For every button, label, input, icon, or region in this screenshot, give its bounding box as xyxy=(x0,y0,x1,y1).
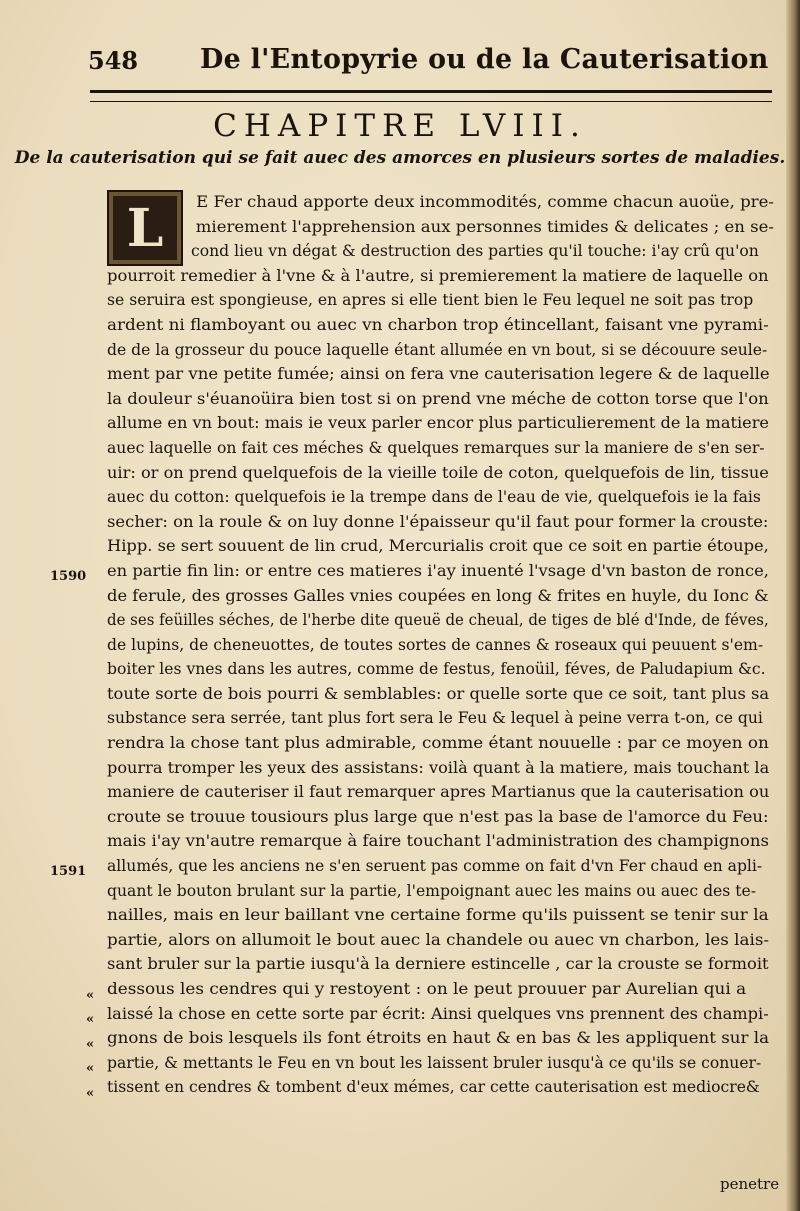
text-line: mais i'ay vn'autre remarque à faire touchant l'administration des champignons xyxy=(107,832,769,851)
text-line: uir: or on prend quelquefois de la vieille toile de coton, quelquefois de lin, tissue xyxy=(107,463,769,482)
text-line: cond lieu vn dégat & destruction des parties qu'il touche: i'ay crû qu'on xyxy=(191,242,759,261)
text-line: ardent ni flamboyant ou auec vn charbon trop étincellant, faisant vne pyrami- xyxy=(107,315,769,334)
text-line: partie, alors on allumoit le bout auec la chandele ou auec vn charbon, les lais- xyxy=(107,930,770,949)
drop-cap-initial xyxy=(107,190,183,266)
body-text xyxy=(107,190,774,1100)
text-line: laissé la chose en cette sorte par écrit: Ainsi quelques vns prennent des champi- xyxy=(107,1004,769,1023)
text-line: en partie fin lin: or entre ces matieres i'ay inuenté l'vsage d'vn baston de ronce, xyxy=(107,561,769,580)
text-line: quant le bouton brulant sur la partie, l'empoignant auec les mains ou auec des te- xyxy=(107,881,757,900)
text-line: mierement l'apprehension aux personnes timides & delicates ; en se- xyxy=(195,217,774,236)
text-line: croute se trouue tousiours plus large que n'est pas la base de l'amorce du Feu: xyxy=(107,807,769,826)
text-line: allume en vn bout: mais ie veux parler encor plus particulierement de la matiere xyxy=(107,414,769,433)
text-line: allumés, que les anciens ne s'en seruent pas comme on fait d'vn Fer chaud en apli- xyxy=(107,857,763,876)
margin-year-note: 1590 xyxy=(50,569,87,584)
text-line: nailles, mais en leur baillant vne certaine forme qu'ils puissent se tenir sur la xyxy=(107,906,769,925)
page-header xyxy=(88,44,768,84)
text-line: de lupins, de cheneuottes, de toutes sortes de cannes & roseaux qui peuuent s'em- xyxy=(107,635,764,654)
text-line: la douleur s'éuanoüira bien tost si on prend vne méche de cotton torse que l'on xyxy=(107,389,769,408)
text-line: de de la grosseur du pouce laquelle étant allumée en vn bout, si se découure seule- xyxy=(107,340,768,359)
margin-quote-mark: « xyxy=(86,988,95,1003)
text-line: ment par vne petite fumée; ainsi on fera vne cauterisation legere & de laquelle xyxy=(107,365,770,384)
text-line: pourra tromper les yeux des assistans: voilà quant à la matiere, mais touchant la xyxy=(107,758,770,777)
text-line: Hipp. se sert souuent de lin crud, Mercurialis croit que ce soit en partie étoupe, xyxy=(107,537,769,556)
text-line: auec du cotton: quelquefois ie la trempe dans de l'eau de vie, quelquefois ie la fais xyxy=(107,488,761,507)
text-line: auec laquelle on fait ces méches & quelques remarques sur la maniere de s'en ser- xyxy=(107,438,765,457)
margin-quote-mark: « xyxy=(86,1086,95,1101)
text-line: gnons de bois lesquels ils font étroits en haut & en bas & les appliquent sur la xyxy=(107,1029,770,1048)
text-line: toute sorte de bois pourri & semblables: or quelle sorte que ce soit, tant plus sa xyxy=(107,684,770,703)
chapter-title: CHAPITRE LVIII. xyxy=(213,108,587,144)
text-line: pourroit remedier à l'vne & à l'autre, si premierement la matiere de laquelle on xyxy=(107,266,769,285)
text-line: boiter les vnes dans les autres, comme de festus, fenoüil, féves, de Paludapium &c. xyxy=(107,660,766,679)
page-number: 548 xyxy=(88,46,139,75)
text-line: rendra la chose tant plus admirable, comme étant nouuelle : par ce moyen on xyxy=(107,734,769,753)
text-line: secher: on la roule & on luy donne l'épaisseur qu'il faut pour former la crouste: xyxy=(107,512,769,531)
margin-notes xyxy=(0,0,100,1211)
catchword: penetre xyxy=(720,1175,780,1193)
text-line: E Fer chaud apporte deux incommodités, comme chacun auoüe, pre- xyxy=(196,193,774,211)
drop-cap-letter: L xyxy=(126,197,164,259)
chapter-subtitle: De la cauterisation qui se fait auec des amorces en plusieurs sortes de maladies. xyxy=(14,148,786,168)
text-line: de ferule, des grosses Galles vnies coupées en long & frites en huyle, du Ionc & xyxy=(107,586,769,605)
text-line: tissent en cendres & tombent d'eux mémes, car cette cauterisation est mediocre& xyxy=(107,1078,760,1097)
text-line: partie, & mettants le Feu en vn bout les laissent bruler iusqu'à ce qu'ils se conuer- xyxy=(107,1053,762,1072)
header-rule xyxy=(90,90,772,102)
text-line: sant bruler sur la partie iusqu'à la derniere estincelle , car la crouste se formoit xyxy=(107,955,769,974)
margin-quote-mark: « xyxy=(86,1012,95,1027)
running-head: De l'Entopyrie ou de la Cauterisation xyxy=(200,44,769,75)
text-line: substance sera serrée, tant plus fort sera le Feu & lequel à peine verra t-on, ce qui xyxy=(107,709,763,728)
margin-quote-mark: « xyxy=(86,1037,95,1052)
text-line: dessous les cendres qui y restoyent : on le peut prouuer par Aurelian qui a xyxy=(107,980,747,998)
text-line: se seruira est spongieuse, en apres si elle tient bien le Feu lequel ne soit pas trop xyxy=(107,291,754,310)
text-line: maniere de cauteriser il faut remarquer apres Martianus que la cauterisation ou xyxy=(107,783,770,802)
text-line: de ses feüilles séches, de l'herbe dite queuë de cheual, de tiges de blé d'Inde, de féves, xyxy=(107,611,769,630)
margin-quote-mark: « xyxy=(86,1061,95,1076)
margin-year-note: 1591 xyxy=(50,864,87,879)
